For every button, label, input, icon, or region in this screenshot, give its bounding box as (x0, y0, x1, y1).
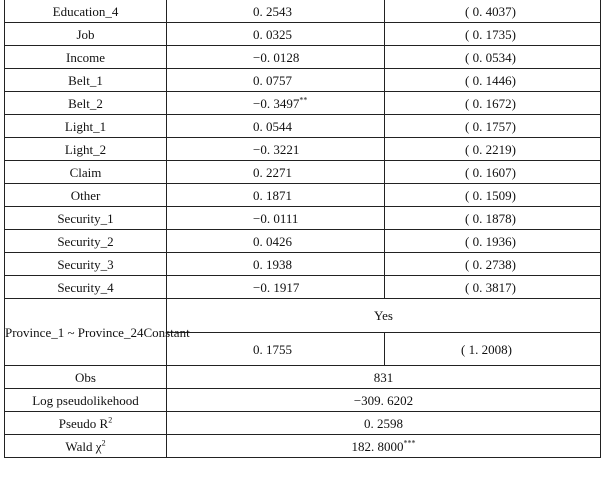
variable-name: Security_1 (5, 207, 167, 230)
pseudo-r2-label: Pseudo $R^2$ (5, 412, 167, 435)
variable-name: Belt_1 (5, 69, 167, 92)
obs-label: Obs (5, 366, 167, 389)
fixed-effects-included: Yes (167, 299, 601, 333)
table-row (5, 184, 601, 207)
obs-value: 831 (167, 366, 601, 389)
significance-stars: ** (299, 95, 308, 105)
wald-label: Wald $\chi^2$ (5, 435, 167, 458)
pseudo-r2-value: 0. 2598 (167, 412, 601, 435)
standard-error: ( 0. 2219) (385, 138, 601, 161)
variable-name: Light_1 (5, 115, 167, 138)
fixed-effects-label: Province_1 ~ Province_24Constant (5, 299, 167, 366)
standard-error: ( 0. 2738) (385, 253, 601, 276)
coefficient-value: −0. 3221 (167, 138, 385, 161)
variable-name: Education_4 (5, 0, 167, 23)
variable-name: Claim (5, 161, 167, 184)
loglik-label: Log pseudolikehood (5, 389, 167, 412)
standard-error: ( 0. 1735) (385, 23, 601, 46)
standard-error: ( 0. 4037) (385, 0, 601, 23)
table-row (5, 253, 601, 276)
standard-error: ( 0. 1672) (385, 92, 601, 115)
coefficient-value: 0. 1938 (167, 253, 385, 276)
coefficient-value: 0. 1871 (167, 184, 385, 207)
table-row (5, 435, 601, 458)
coefficient-value: −0. 0111 (167, 207, 385, 230)
coefficient-value: 0. 0426 (167, 230, 385, 253)
table-row (5, 23, 601, 46)
standard-error: ( 0. 1607) (385, 161, 601, 184)
standard-error: ( 0. 0534) (385, 46, 601, 69)
coefficient-value: 0. 0544 (167, 115, 385, 138)
table-row (5, 276, 601, 299)
standard-error: ( 0. 1878) (385, 207, 601, 230)
variable-name: Other (5, 184, 167, 207)
table-row (5, 230, 601, 253)
table-row (5, 69, 601, 92)
variable-name: Security_3 (5, 253, 167, 276)
standard-error: ( 0. 1757) (385, 115, 601, 138)
coefficient-value: 0. 0757 (167, 69, 385, 92)
standard-error: ( 0. 1936) (385, 230, 601, 253)
standard-error: ( 0. 3817) (385, 276, 601, 299)
coefficient-value: −0. 3497** (167, 92, 385, 115)
table-row (5, 389, 601, 412)
table-row (5, 115, 601, 138)
pseudo-r2-superscript: 2 (108, 415, 113, 425)
coefficient-rows (5, 0, 601, 299)
variable-name: Light_2 (5, 138, 167, 161)
table-row (5, 46, 601, 69)
constant-standard-error: ( 1. 2008) (385, 333, 601, 366)
table-row (5, 161, 601, 184)
wald-superscript: 2 (101, 438, 106, 448)
standard-error: ( 0. 1446) (385, 69, 601, 92)
table-row (5, 92, 601, 115)
coefficient-value: −0. 0128 (167, 46, 385, 69)
loglik-value: −309. 6202 (167, 389, 601, 412)
coefficient-value: −0. 1917 (167, 276, 385, 299)
constant-coefficient: 0. 1755 (167, 333, 385, 366)
table-row (5, 366, 601, 389)
coefficient-value: 0. 0325 (167, 23, 385, 46)
variable-name: Security_4 (5, 276, 167, 299)
significance-stars: *** (403, 438, 416, 448)
coefficient-value: 0. 2543 (167, 0, 385, 23)
table-row (5, 412, 601, 435)
regression-table (4, 0, 601, 458)
variable-name: Income (5, 46, 167, 69)
model-statistics (5, 366, 601, 458)
standard-error: ( 0. 1509) (385, 184, 601, 207)
variable-name: Belt_2 (5, 92, 167, 115)
fixed-effects-section (5, 299, 601, 366)
wald-value: 182. 8000*** (167, 435, 601, 458)
coefficient-value: 0. 2271 (167, 161, 385, 184)
variable-name: Security_2 (5, 230, 167, 253)
variable-name: Job (5, 23, 167, 46)
table-row (5, 0, 601, 23)
table-row (5, 299, 601, 333)
table-row (5, 138, 601, 161)
table-row (5, 207, 601, 230)
